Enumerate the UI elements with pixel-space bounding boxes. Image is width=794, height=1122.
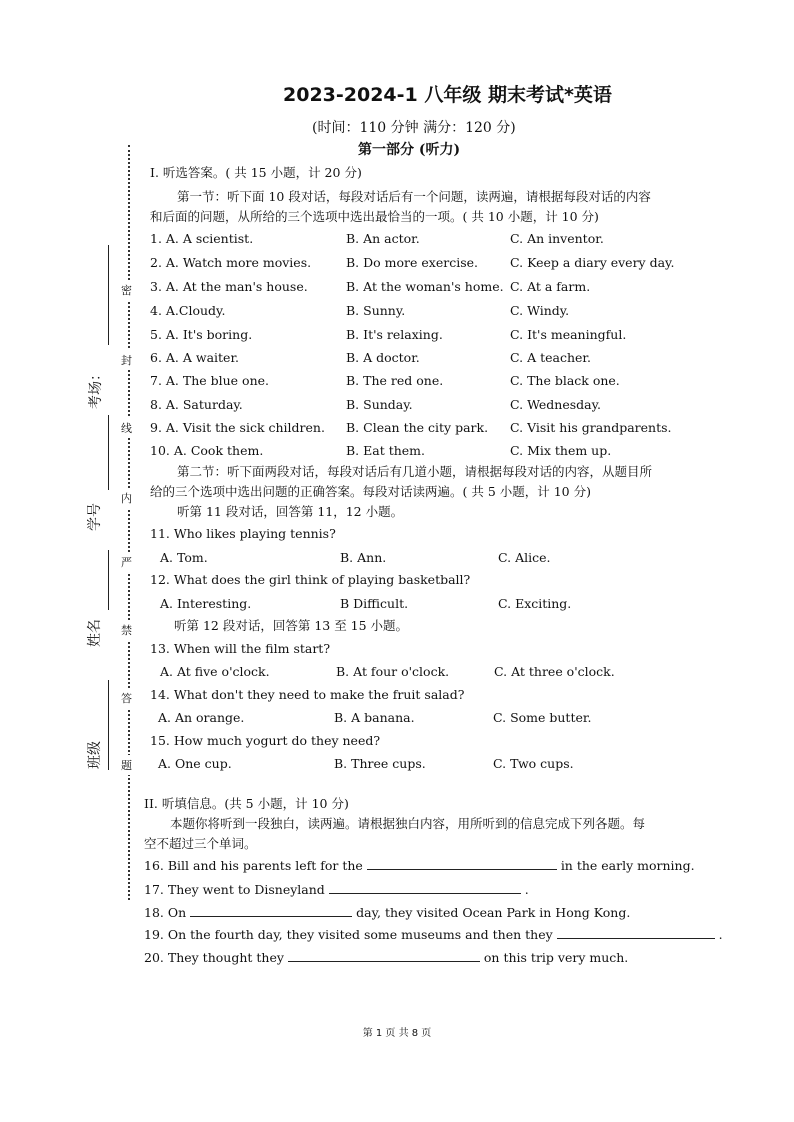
question-option: C. Mix them up. [510, 443, 612, 458]
question-20-text-end: on this trip very much. [483, 950, 629, 965]
seal-char: 禁 [121, 620, 132, 640]
question-option: B. At four o'clock. [336, 664, 450, 679]
answer-blank-16[interactable] [367, 857, 557, 870]
question-20 [144, 949, 628, 966]
field-exam-room: 考场： [88, 367, 104, 409]
part-1-instruction: 第一节：听下面 10 段对话，每段对话后有一个问题，读两遍，请根据每段对话的内容 [177, 189, 651, 204]
binding-dotted-line [128, 145, 130, 900]
part-1-instruction: 和后面的问题，从所给的三个选项中选出最恰当的一项。( 共 10 小题，计 10 分) [150, 209, 599, 224]
field-line-exam-room [108, 245, 109, 345]
question-option: A. Interesting. [160, 596, 252, 611]
dialog-12-instruction: 听第 12 段对话，回答第 13 至 15 小题。 [174, 618, 409, 633]
answer-blank-18[interactable] [190, 904, 352, 917]
question-option: C. Windy. [510, 303, 570, 318]
section-2-heading: II. 听填信息。(共 5 小题，计 10 分) [144, 796, 349, 811]
question-18-text-end: day, they visited Ocean Park in Hong Kong. [356, 905, 631, 920]
question-19-text-end: . [718, 927, 723, 942]
question-option: A. An orange. [158, 710, 245, 725]
question-option: 2. A. Watch more movies. [150, 255, 312, 270]
question-17 [144, 881, 529, 898]
question-17-text: 17. They went to Disneyland [144, 882, 325, 897]
section-1-heading: I. 听选答案。( 共 15 小题，计 20 分) [150, 165, 362, 180]
question-11: 11. Who likes playing tennis? [150, 526, 336, 541]
question-20-text: 20. They thought they [144, 950, 284, 965]
question-option: B. Ann. [340, 550, 387, 565]
question-option: C. The black one. [510, 373, 620, 388]
question-option: C. It's meaningful. [510, 327, 627, 342]
question-option: 8. A. Saturday. [150, 397, 243, 412]
question-option: C. At three o'clock. [494, 664, 615, 679]
field-line-class [108, 680, 109, 770]
question-13: 13. When will the film start? [150, 641, 331, 656]
question-option: B Difficult. [340, 596, 409, 611]
answer-blank-20[interactable] [288, 949, 480, 962]
question-option: A. One cup. [158, 756, 232, 771]
part-title: 第一部分 (听力) [358, 142, 461, 158]
question-option: 1. A. A scientist. [150, 231, 254, 246]
question-option: A. Tom. [160, 550, 208, 565]
dialog-11-instruction: 听第 11 段对话，回答第 11，12 小题。 [177, 504, 404, 519]
question-option: B. A banana. [334, 710, 415, 725]
section-2-instruction: 空不超过三个单词。 [144, 836, 257, 851]
seal-char: 答 [121, 688, 132, 708]
section-2-instruction: 本题你将听到一段独白，读两遍。请根据独白内容，用所听到的信息完成下列各题。每 [170, 816, 646, 831]
page-number: 第 1 页 共 8 页 [362, 1028, 432, 1039]
question-option: C. Keep a diary every day. [510, 255, 675, 270]
question-option: C. Two cups. [493, 756, 574, 771]
question-option: B. Do more exercise. [346, 255, 478, 270]
question-option: C. At a farm. [510, 279, 591, 294]
part-2-instruction: 第二节：听下面两段对话，每段对话后有几道小题，请根据每段对话的内容，从题目所 [177, 464, 653, 479]
field-name: 姓名 [87, 619, 103, 647]
question-option: B. At the woman's home. [346, 279, 504, 294]
question-option: C. Alice. [498, 550, 551, 565]
question-option: C. Visit his grandparents. [510, 420, 672, 435]
field-class: 班级 [87, 741, 103, 769]
question-14: 14. What don't they need to make the fruit salad? [150, 687, 465, 702]
question-16-text-end: in the early morning. [560, 858, 695, 873]
seal-char: 密 [121, 280, 132, 300]
question-12: 12. What does the girl think of playing basketball? [150, 572, 471, 587]
seal-char: 严 [121, 552, 132, 572]
question-option: B. Sunday. [346, 397, 413, 412]
question-option: B. Eat them. [346, 443, 426, 458]
part-2-instruction: 给的三个选项中选出问题的正确答案。每段对话读两遍。( 共 5 小题，计 10 分) [150, 484, 591, 499]
question-option: B. It's relaxing. [346, 327, 443, 342]
question-18 [144, 904, 630, 921]
seal-char: 线 [121, 418, 132, 438]
seal-char: 题 [121, 755, 132, 775]
question-option: C. Exciting. [498, 596, 572, 611]
question-15: 15. How much yogurt do they need? [150, 733, 381, 748]
exam-meta: (时间：110 分钟 满分：120 分) [312, 120, 516, 136]
answer-blank-17[interactable] [329, 881, 521, 894]
question-18-text: 18. On [144, 905, 187, 920]
seal-char: 封 [121, 350, 132, 370]
seal-char: 内 [121, 488, 132, 508]
question-option: 7. A. The blue one. [150, 373, 270, 388]
question-option: C. Some butter. [493, 710, 592, 725]
question-option: B. A doctor. [346, 350, 420, 365]
field-line-name [108, 550, 109, 610]
question-option: B. The red one. [346, 373, 444, 388]
field-student-no: 学号 [87, 503, 103, 531]
question-option: C. An inventor. [510, 231, 604, 246]
question-option: C. Wednesday. [510, 397, 601, 412]
question-option: C. A teacher. [510, 350, 591, 365]
question-option: 9. A. Visit the sick children. [150, 420, 325, 435]
question-19 [144, 926, 723, 943]
question-option: 5. A. It's boring. [150, 327, 253, 342]
question-option: 6. A. A waiter. [150, 350, 240, 365]
question-option: 4. A.Cloudy. [150, 303, 226, 318]
question-option: B. An actor. [346, 231, 420, 246]
field-line-student-no [108, 415, 109, 490]
question-16-text: 16. Bill and his parents left for the [144, 858, 363, 873]
question-17-text-end: . [524, 882, 529, 897]
question-option: 10. A. Cook them. [150, 443, 264, 458]
question-option: 3. A. At the man's house. [150, 279, 308, 294]
answer-blank-19[interactable] [557, 926, 715, 939]
question-option: B. Clean the city park. [346, 420, 489, 435]
exam-title: 2023-2024-1 八年级 期末考试*英语 [283, 84, 612, 106]
question-option: B. Three cups. [334, 756, 426, 771]
question-19-text: 19. On the fourth day, they visited some museums and then they [144, 927, 553, 942]
question-option: B. Sunny. [346, 303, 406, 318]
question-16 [144, 857, 695, 874]
question-option: A. At five o'clock. [160, 664, 270, 679]
